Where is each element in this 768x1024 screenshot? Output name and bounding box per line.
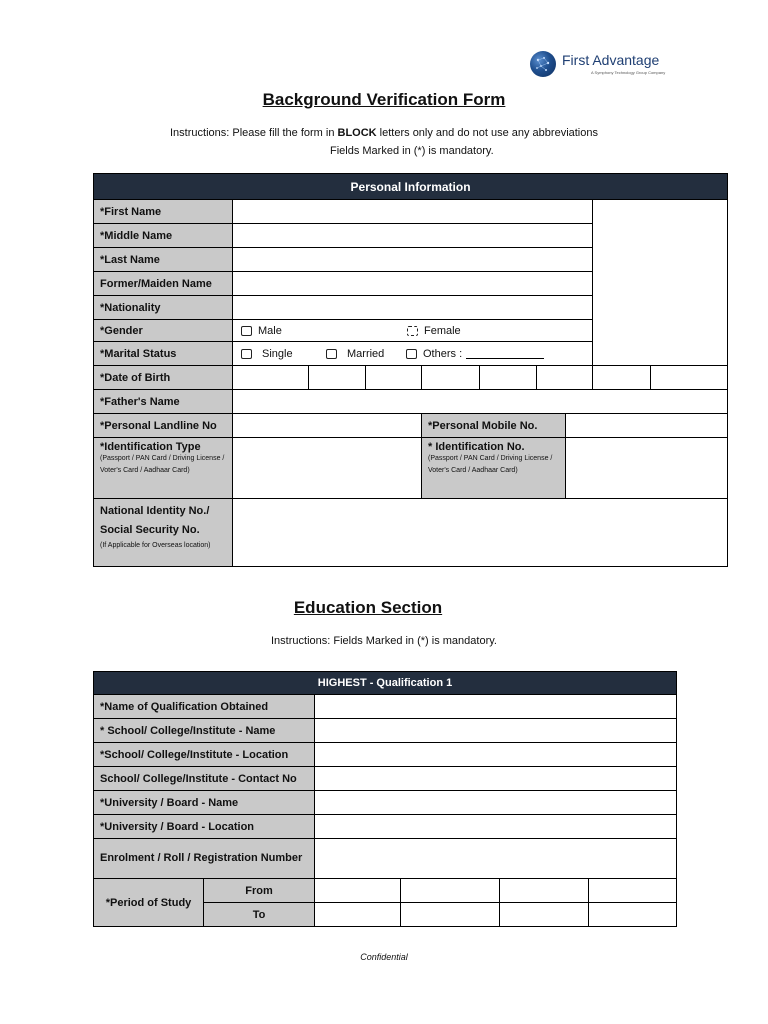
first-name-label: *First Name bbox=[94, 200, 233, 224]
from-date-field[interactable] bbox=[315, 879, 401, 903]
education-instructions: Instructions: Fields Marked in (*) is mandatory. bbox=[271, 635, 497, 647]
university-location-label: *University / Board - Location bbox=[94, 815, 315, 839]
middle-name-field[interactable] bbox=[233, 224, 593, 248]
gender-option-female[interactable] bbox=[407, 320, 461, 341]
gender-male-label: Male bbox=[258, 324, 282, 337]
photo-box[interactable] bbox=[593, 200, 728, 366]
logo-name: First Advantage bbox=[562, 52, 660, 68]
institute-name-label: * School/ College/Institute - Name bbox=[94, 719, 315, 743]
others-checkbox-icon[interactable] bbox=[406, 349, 417, 359]
gender-label: *Gender bbox=[94, 320, 233, 342]
others-specify-line[interactable] bbox=[466, 349, 544, 359]
education-header: HIGHEST - Qualification 1 bbox=[94, 672, 677, 695]
enrolment-number-label: Enrolment / Roll / Registration Number bbox=[94, 839, 315, 879]
university-name-field[interactable] bbox=[315, 791, 677, 815]
middle-name-label: *Middle Name bbox=[94, 224, 233, 248]
father-name-label: *Father's Name bbox=[94, 390, 233, 414]
landline-field[interactable] bbox=[233, 414, 422, 438]
dob-digit-field[interactable] bbox=[366, 366, 422, 390]
female-checkbox-icon[interactable] bbox=[407, 326, 418, 336]
qualification-name-field[interactable] bbox=[315, 695, 677, 719]
last-name-label: *Last Name bbox=[94, 248, 233, 272]
institute-name-field[interactable] bbox=[315, 719, 677, 743]
dob-digit-field[interactable] bbox=[309, 366, 366, 390]
mobile-label: *Personal Mobile No. bbox=[422, 414, 566, 438]
institute-contact-field[interactable] bbox=[315, 767, 677, 791]
to-date-field[interactable] bbox=[589, 903, 677, 927]
id-type-label: *Identification Type bbox=[100, 441, 201, 453]
father-name-field[interactable] bbox=[233, 390, 728, 414]
qualification-name-label: *Name of Qualification Obtained bbox=[94, 695, 315, 719]
national-id-note: (If Applicable for Overseas location) bbox=[100, 542, 211, 549]
logo-tagline: A Symphony Technology Group Company bbox=[591, 70, 666, 75]
personal-info-table bbox=[93, 173, 728, 567]
period-to-label: To bbox=[204, 903, 315, 927]
first-name-field[interactable] bbox=[233, 200, 593, 224]
instructions-prefix: Instructions: Please fill the form in bbox=[170, 127, 338, 139]
last-name-field[interactable] bbox=[233, 248, 593, 272]
gender-options bbox=[233, 320, 593, 342]
former-name-field[interactable] bbox=[233, 272, 593, 296]
marital-option-single[interactable] bbox=[241, 342, 293, 365]
id-no-note: (Passport / PAN Card / Driving License / Voter's Card / Aadhaar Card) bbox=[428, 455, 553, 474]
mandatory-note: Fields Marked in (*) is mandatory. bbox=[330, 145, 494, 157]
nationality-label: *Nationality bbox=[94, 296, 233, 320]
instructions-line bbox=[0, 127, 768, 139]
marital-option-others[interactable] bbox=[406, 342, 544, 365]
dob-digit-field[interactable] bbox=[422, 366, 480, 390]
to-date-field[interactable] bbox=[315, 903, 401, 927]
national-id-field[interactable] bbox=[233, 499, 728, 567]
from-date-field[interactable] bbox=[589, 879, 677, 903]
university-location-field[interactable] bbox=[315, 815, 677, 839]
education-title: Education Section bbox=[293, 598, 443, 617]
instructions-suffix: letters only and do not use any abbreviations bbox=[376, 127, 598, 139]
marital-single-label: Single bbox=[262, 347, 293, 360]
institute-location-field[interactable] bbox=[315, 743, 677, 767]
national-id-label: National Identity No./ Social Security No. bbox=[100, 505, 210, 536]
national-id-cell bbox=[94, 499, 233, 567]
institute-contact-label: School/ College/Institute - Contact No bbox=[94, 767, 315, 791]
marital-others-label: Others : bbox=[423, 347, 463, 360]
gender-option-male[interactable] bbox=[241, 320, 282, 341]
from-date-field[interactable] bbox=[500, 879, 589, 903]
education-table bbox=[93, 671, 677, 927]
institute-location-label: *School/ College/Institute - Location bbox=[94, 743, 315, 767]
single-checkbox-icon[interactable] bbox=[241, 349, 252, 359]
dob-digit-field[interactable] bbox=[651, 366, 728, 390]
from-date-field[interactable] bbox=[401, 879, 500, 903]
confidential-footer: Confidential bbox=[360, 952, 408, 962]
period-from-label: From bbox=[204, 879, 315, 903]
marital-options bbox=[233, 342, 593, 366]
id-type-cell bbox=[94, 438, 233, 499]
landline-label: *Personal Landline No bbox=[94, 414, 233, 438]
male-checkbox-icon[interactable] bbox=[241, 326, 252, 336]
period-of-study-label: *Period of Study bbox=[94, 879, 204, 927]
marital-status-label: *Marital Status bbox=[94, 342, 233, 366]
instructions-emphasis: BLOCK bbox=[337, 127, 377, 139]
dob-digit-field[interactable] bbox=[480, 366, 537, 390]
marital-option-married[interactable] bbox=[326, 342, 384, 365]
personal-info-header: Personal Information bbox=[94, 174, 728, 200]
former-name-label: Former/Maiden Name bbox=[94, 272, 233, 296]
marital-married-label: Married bbox=[347, 347, 385, 360]
to-date-field[interactable] bbox=[500, 903, 589, 927]
enrolment-number-field[interactable] bbox=[315, 839, 677, 879]
logo-globe-icon bbox=[530, 51, 556, 77]
dob-label: *Date of Birth bbox=[94, 366, 233, 390]
dob-digit-field[interactable] bbox=[593, 366, 651, 390]
nationality-field[interactable] bbox=[233, 296, 593, 320]
id-no-cell bbox=[422, 438, 566, 499]
id-no-field[interactable] bbox=[566, 438, 728, 499]
to-date-field[interactable] bbox=[401, 903, 500, 927]
id-type-note: (Passport / PAN Card / Driving License / Voter's Card / Aadhaar Card) bbox=[100, 455, 225, 474]
id-no-label: * Identification No. bbox=[428, 441, 525, 453]
university-name-label: *University / Board - Name bbox=[94, 791, 315, 815]
id-type-field[interactable] bbox=[233, 438, 422, 499]
gender-female-label: Female bbox=[424, 324, 461, 337]
dob-digit-field[interactable] bbox=[233, 366, 309, 390]
mobile-field[interactable] bbox=[566, 414, 728, 438]
form-title: Background Verification Form bbox=[262, 90, 506, 109]
dob-digit-field[interactable] bbox=[537, 366, 593, 390]
married-checkbox-icon[interactable] bbox=[326, 349, 337, 359]
